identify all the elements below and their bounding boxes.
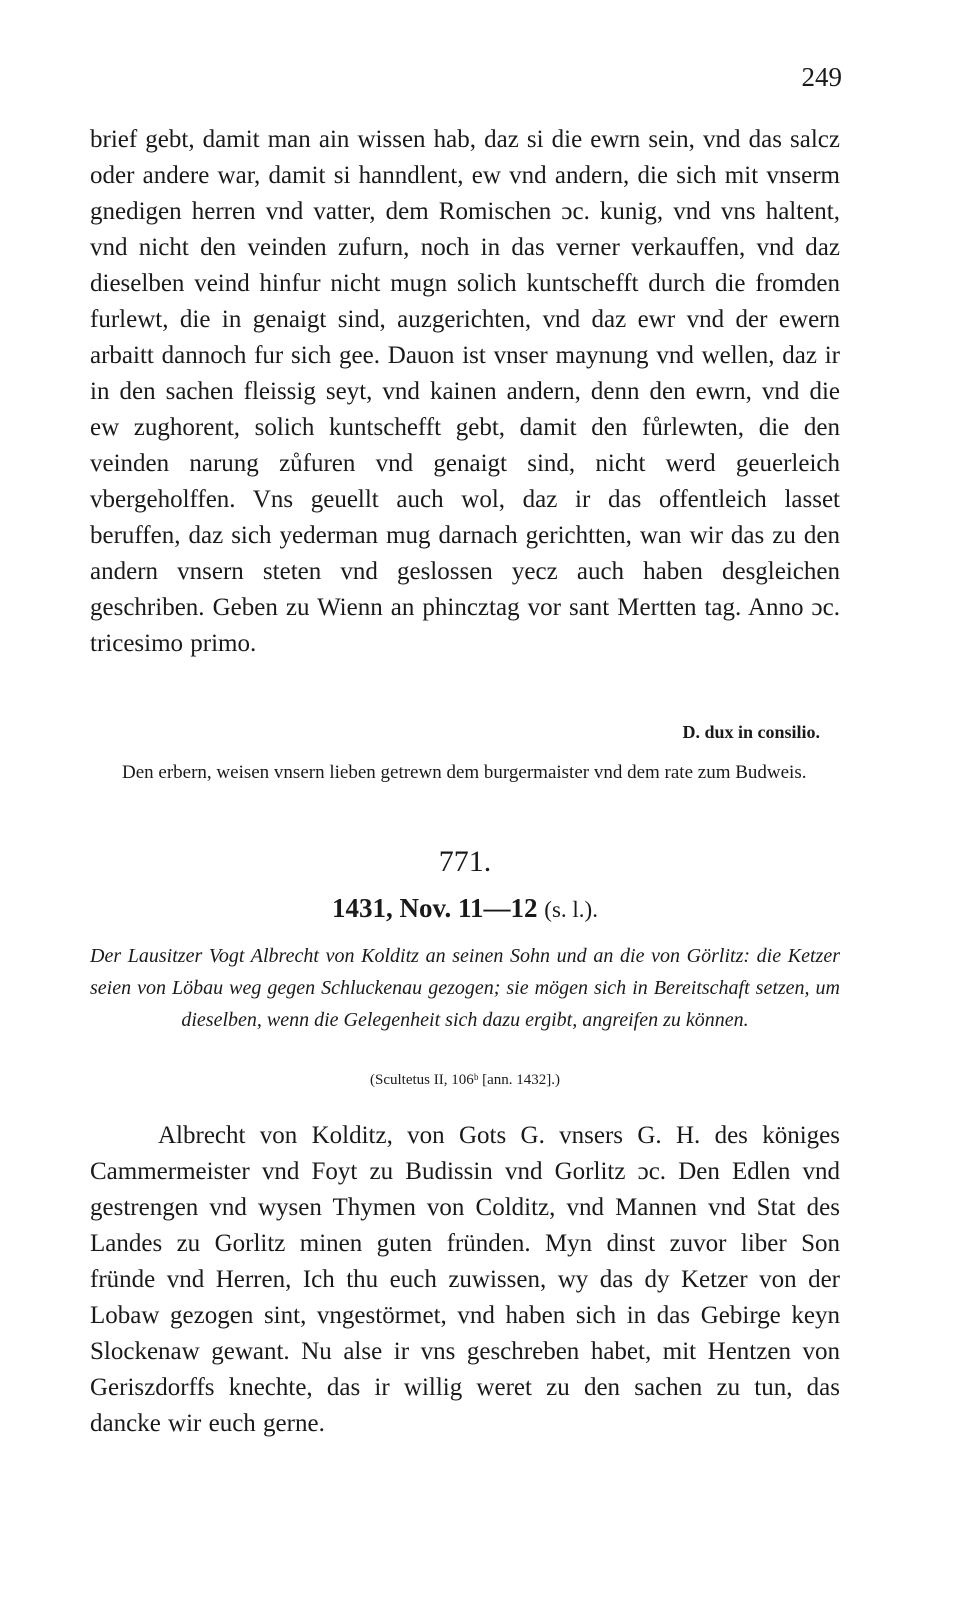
document-date-note: (s. l.). [544, 897, 598, 922]
document-regest: Der Lausitzer Vogt Albrecht von Kolditz an seinen Sohn und an die von Görlitz: die Ketzer seien von Löbau weg gegen Schluckenau gezogen; sie mögen sich in Bereitschaft setzen, um dieselben, wenn die Gelegenheit sich dazu ergibt, angreifen zu können. [90, 945, 840, 1031]
letter-770-address: Den erbern, weisen vnsern lieben getrewn dem burgermaister vnd dem rate zum Budweis. [122, 762, 807, 783]
page-number: 249 [801, 62, 842, 92]
document-771-body: Albrecht von Kolditz, von Gots G. vnsers G. H. des königes Cammermeister vnd Foyt zu Budissin vnd Gorlitz ɔc. Den Edlen vnd gestrengen vnd wysen Thymen von Colditz, vnd Mannen vnd Stat des Landes zu Gorlitz minen guten fründen. Myn dinst zuvor liber Son fründe vnd Herren, Ich thu euch zuwissen, wy das dy Ketzer von der Lobaw gezogen sint, vngestörmet, vnd haben sich in das Gebirge keyn Slockenaw gewant. Nu alse ir vns geschreben habet, mit Hentzen von Geriszdorffs knechte, das ir willig weret zu den sachen zu tun, das dancke wir euch gerne. [90, 1122, 840, 1437]
document-date-main: 1431, Nov. 11—12 [332, 893, 538, 923]
document-source: (Scultetus II, 106ᵇ [ann. 1432].) [369, 1072, 561, 1088]
document-number: 771. [438, 845, 492, 878]
letter-770-body: brief gebt, damit man ain wissen hab, daz si die ewrn sein, vnd das salcz oder andere war, damit si hanndlent, ew vnd andern, die sich mit vnserm gnedigen herren vnd vatter, dem Romischen ɔc. kunig, vnd vns haltent, vnd nicht den veinden zufurn, noch in das verner verkauffen, vnd daz dieselben veind hinfur nicht mugn solich kuntschefft durch die fromden furlewt, die in genaigt sind, auzgerichten, vnd daz ewr vnd der ewern arbaitt dannoch fur sich gee. Dauon ist vnser maynung vnd wellen, daz ir in den sachen fleissig seyt, vnd kainen andern, denn den ewrn, vnd die ew zughorent, solich kuntschefft gebt, damit den fůrlewten, die den veinden narung zůfuren vnd genaigt sind, nicht werd geuerleich vbergeholffen. Vns geuellt auch wol, daz ir das offentleich lasset beruffen, daz sich yederman mug darnach gerichtten, wan wir das zu den andern vnsern steten vnd geslossen yecz auch haben desgleichen geschriben. Geben zu Wienn an phincztag vor sant Mertten tag. Anno ɔc. tricesimo primo. [90, 126, 840, 657]
document-date [0, 893, 930, 924]
letter-770-signature: D. dux in consilio. [682, 722, 820, 742]
